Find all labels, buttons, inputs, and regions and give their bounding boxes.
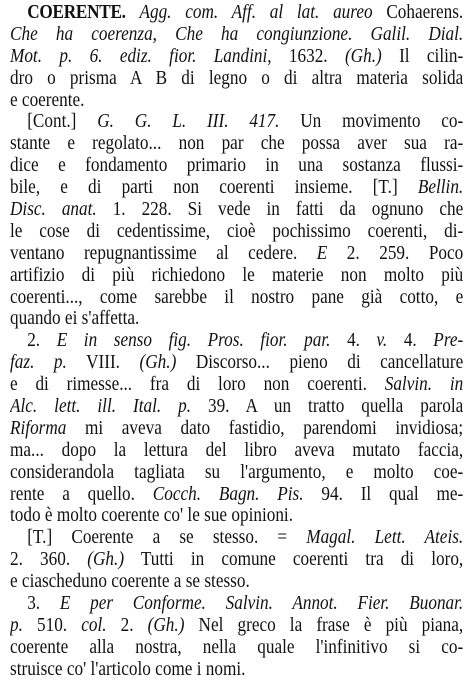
text-line: 2. 360. (Gh.) Tutti in comune coerenti tra di loro, (10, 549, 464, 571)
text-line: artifizio di più richiedono le materie non molto più (10, 264, 464, 286)
text-line: quando ei s'affetta. (10, 308, 140, 330)
headword: COERENTE. (27, 2, 126, 23)
entry-sense-3 (10, 593, 462, 681)
text-line: e coerente. (10, 89, 85, 111)
text-line: dro o prisma A B di legno o di altra materia solida (10, 67, 464, 89)
text-line: le cose di cedentissime, cioè pochissimo coerenti, di- (10, 220, 464, 242)
entry-sense-2 (10, 330, 462, 527)
text-line: ventano repugnantissime al cedere. E 2. 259. Poco (10, 242, 464, 264)
text-line: Riforma mi aveva dato fastidio, parendomi invidiosa; (10, 417, 464, 439)
text-line: Mot. p. 6. ediz. fior. Landini, 1632. (Gh.) Il cilin- (10, 45, 464, 67)
entry-citation-galileo (10, 111, 462, 330)
text-line: struisce co' l'articolo come i nomi. (10, 658, 246, 680)
entry-definition (10, 2, 462, 111)
text-line: ma... dopo la lettura del libro aveva mutato faccia, (10, 439, 464, 461)
text-line: rente a quello. Cocch. Bagn. Pis. 94. Il qual me- (10, 483, 464, 505)
text-line: Alc. lett. ill. Ital. p. 39. A un tratto quella parola (10, 396, 464, 418)
text-line: coerente alla nostra, nella quale l'infinitivo si co- (10, 636, 464, 658)
text-line: [Cont.] G. G. L. III. 417. Un movimento co- (27, 111, 464, 133)
text-line: p. 510. col. 2. (Gh.) Nel greco la frase è più piana, (10, 614, 464, 636)
text-line: faz. p. VIII. (Gh.) Discorso... pieno di cancellature (10, 352, 464, 374)
text-line: dice e fondamento primario in una sostanza flussi- (10, 155, 464, 177)
text-line: COERENTE. Agg. com. Aff. al lat. aureo Cohaerens. (27, 2, 464, 23)
text-line: bile, e di parti non coerenti insieme. [T.] Bellin. (10, 177, 464, 199)
text-line: considerandola tagliata su l'argumento, e molto coe- (10, 461, 464, 483)
text-line: [T.] Coerente a se stesso. = Magal. Lett. Ateis. (27, 527, 464, 549)
text-line: 2. E in senso fig. Pros. fior. par. 4. v. 4. Pre- (27, 330, 464, 352)
entry-self-coherent (10, 527, 462, 593)
text-line: stante e regolato... non par che possa aver sua ra- (10, 133, 464, 155)
text-line: e di rimesse... fra di loro non coerenti. Salvin. in (10, 374, 464, 396)
text-line: todo è molto coerente co' le sue opinioni. (10, 505, 294, 527)
text-line: Che ha coerenza, Che ha congiunzione. Galil. Dial. (10, 23, 464, 45)
text-line: 3. E per Conforme. Salvin. Annot. Fier. Buonar. (27, 593, 464, 615)
text-line: e ciascheduno coerente a se stesso. (10, 571, 250, 593)
text-line: Disc. anat. 1. 228. Si vede in fatti da ognuno che (10, 199, 464, 221)
text-line: coerenti..., come sarebbe il nostro pane già cotto, e (10, 286, 464, 308)
